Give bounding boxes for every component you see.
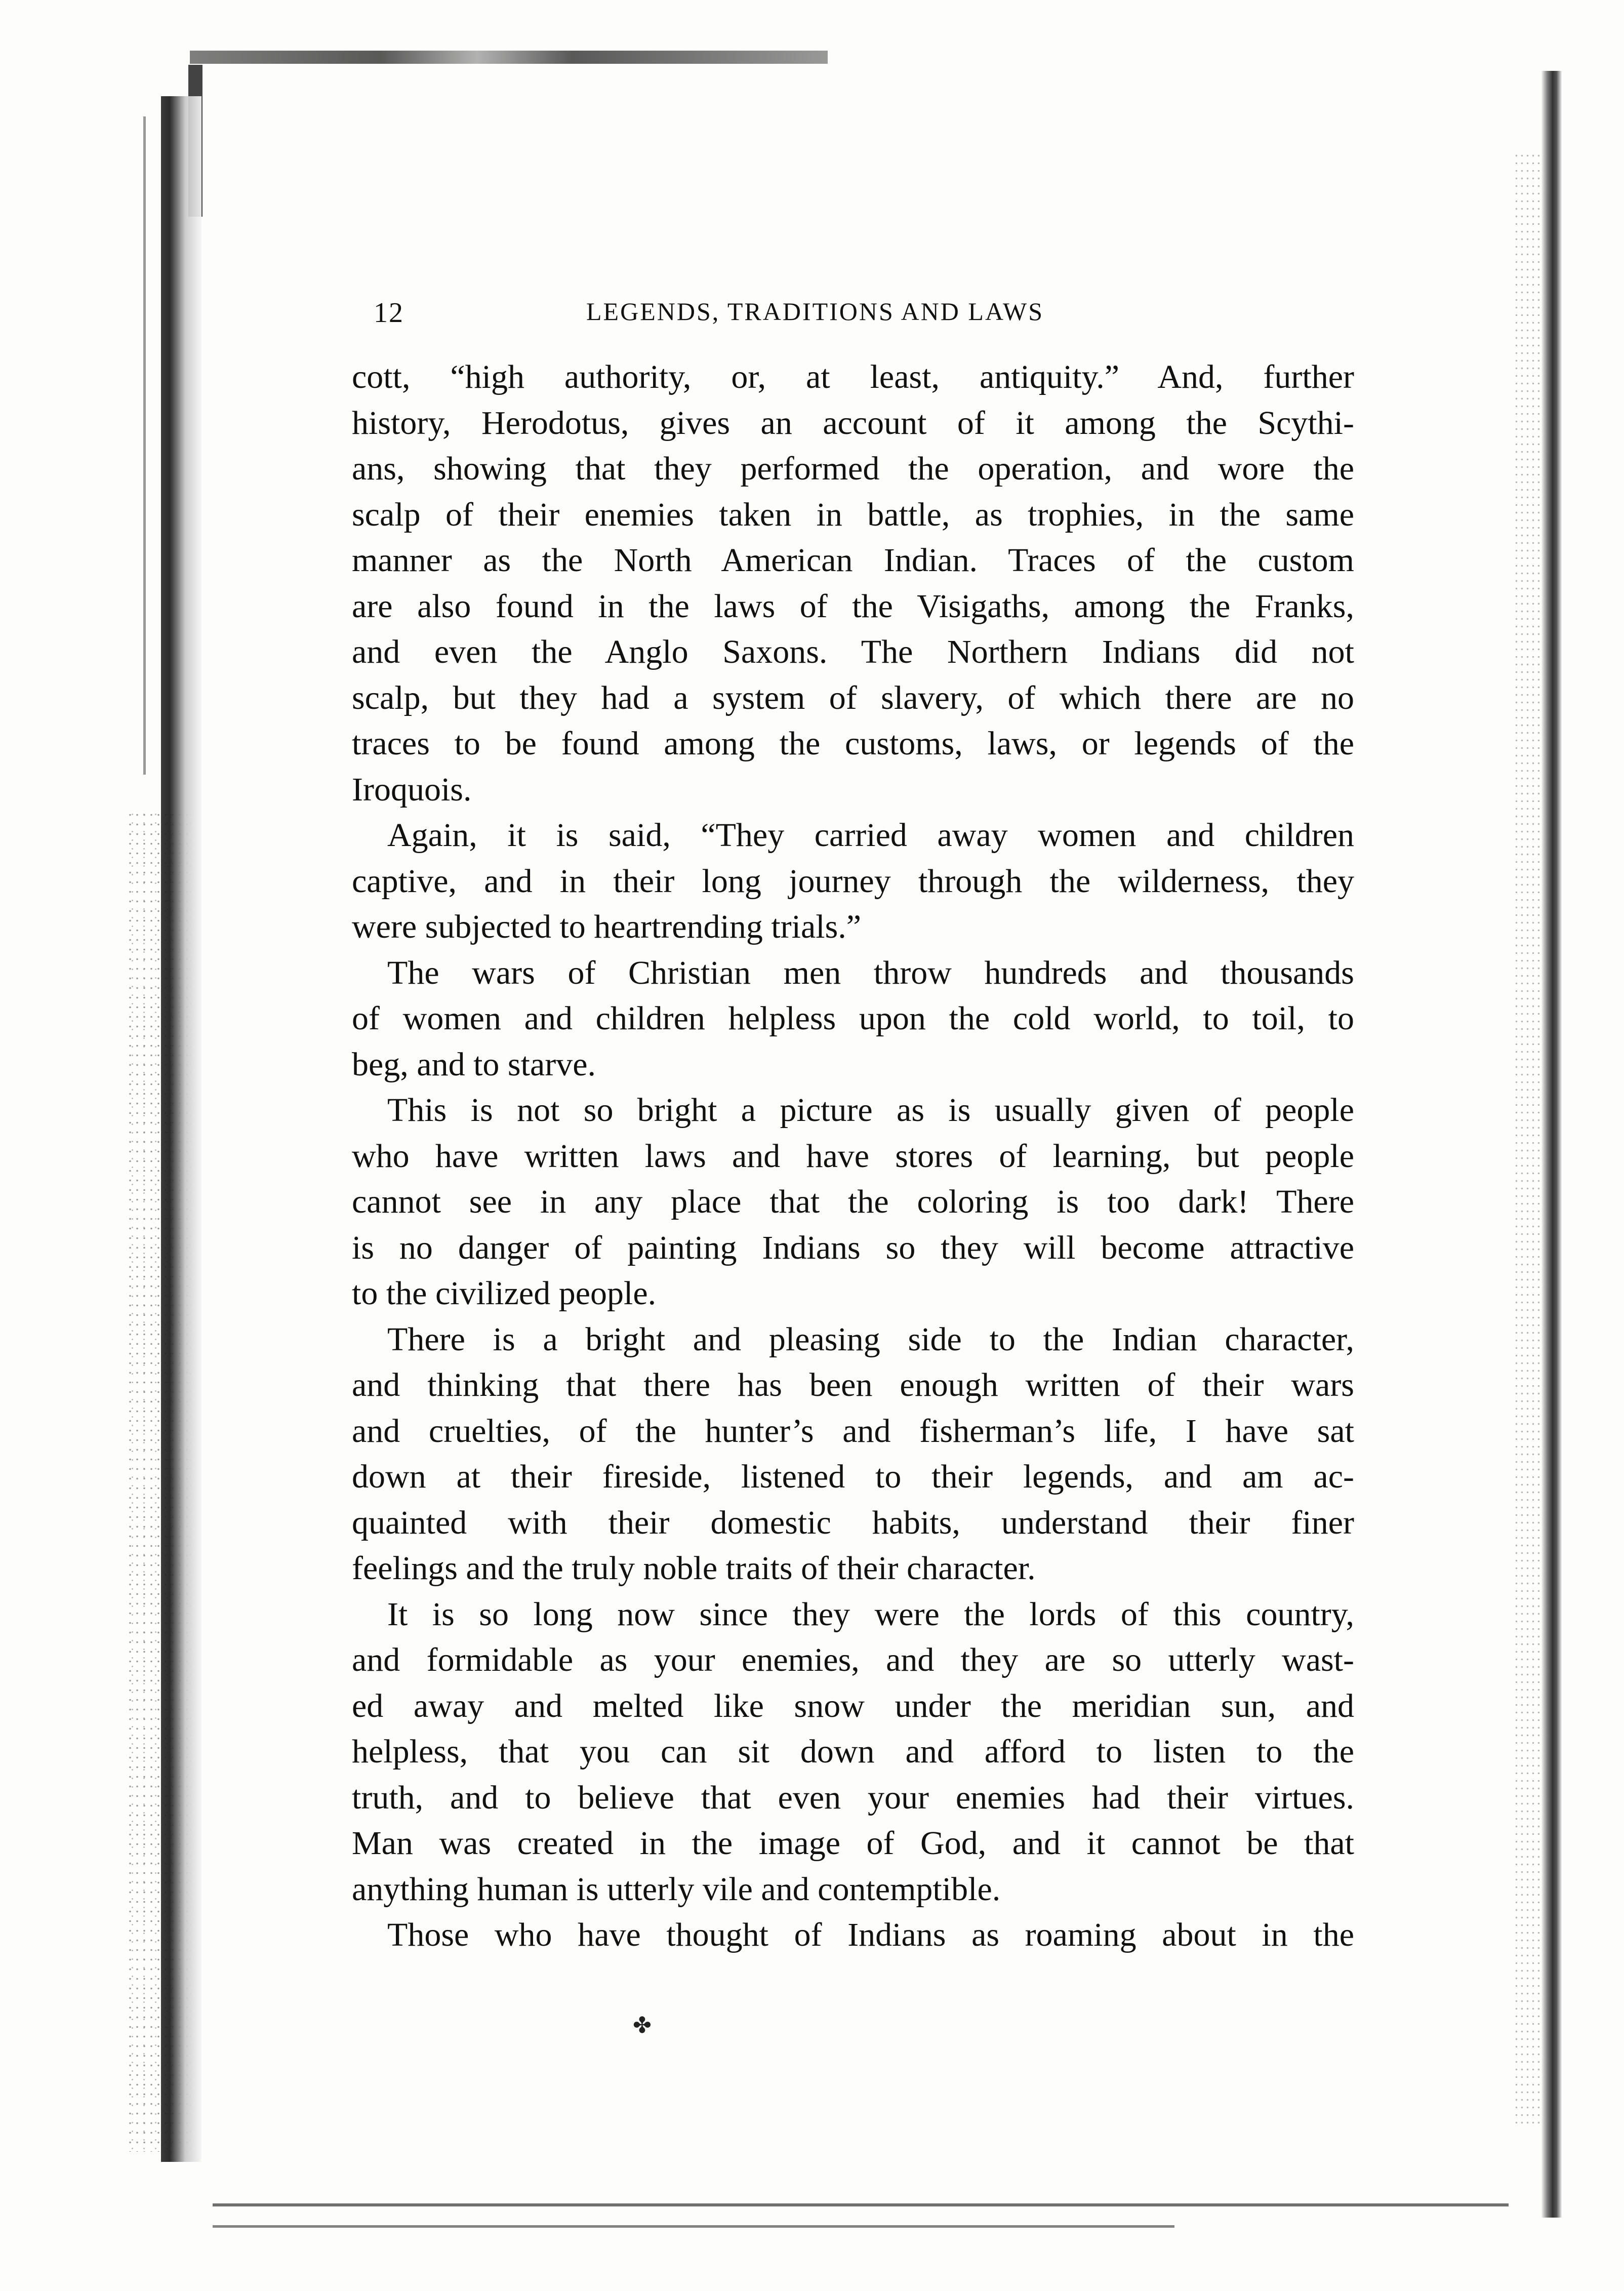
text-line: ed away and melted like snow under the meridian sun, and: [352, 1687, 1354, 1724]
text-line: cannot see in any place that the coloring is too dark! There: [352, 1183, 1354, 1220]
text-line: are also found in the laws of the Visigaths, among the Franks,: [352, 587, 1354, 625]
scan-gutter-line: [143, 116, 146, 775]
running-head: [374, 294, 1163, 334]
text-line: It is so long now since they were the lords of this country,: [387, 1595, 1354, 1633]
text-line: ans, showing that they performed the operation, and wore the: [352, 450, 1354, 487]
text-line: and cruelties, of the hunter’s and fisherman’s life, I have sat: [352, 1412, 1354, 1450]
ink-blot: ✤: [633, 2013, 652, 2038]
scan-right-speckle: [1514, 152, 1544, 2126]
text-line: Man was created in the image of God, and it cannot be that: [352, 1825, 1354, 1862]
text-line: beg, and to starve.: [352, 1046, 596, 1083]
text-line: The wars of Christian men throw hundreds and thousands: [387, 954, 1354, 991]
text-line: history, Herodotus, gives an account of it among the Scythi-: [352, 404, 1354, 441]
text-line: Those who have thought of Indians as roaming about in the: [387, 1916, 1354, 1953]
text-line: to the civilized people.: [352, 1275, 657, 1312]
text-line: who have written laws and have stores of learning, but people: [352, 1137, 1354, 1175]
page-number: 12: [374, 297, 404, 329]
text-line: truth, and to believe that even your enemies had their virtues.: [352, 1779, 1354, 1816]
scan-left-edge: [161, 96, 201, 2162]
text-line: and even the Anglo Saxons. The Northern Indians did not: [352, 633, 1354, 670]
text-line: quainted with their domestic habits, understand their finer: [352, 1504, 1354, 1541]
text-line: scalp of their enemies taken in battle, as trophies, in the same: [352, 496, 1354, 533]
running-head-title: LEGENDS, TRADITIONS AND LAWS: [586, 297, 1044, 326]
text-line: were subjected to heartrending trials.”: [352, 908, 862, 945]
text-line: Again, it is said, “They carried away women and children: [387, 817, 1354, 854]
text-line: anything human is utterly vile and contemptible.: [352, 1870, 1001, 1908]
text-line: is no danger of painting Indians so they will become attractive: [352, 1229, 1354, 1266]
text-line: of women and children helpless upon the cold world, to toil, to: [352, 1000, 1354, 1037]
text-line: down at their fireside, listened to their legends, and am ac-: [352, 1458, 1354, 1495]
text-line: There is a bright and pleasing side to the Indian character,: [387, 1320, 1354, 1358]
text-line: Iroquois.: [352, 771, 472, 808]
text-line: manner as the North American Indian. Traces of the custom: [352, 542, 1354, 579]
scan-top-edge: [190, 51, 828, 64]
body-text: [352, 354, 1354, 1958]
text-line: traces to be found among the customs, laws, or legends of the: [352, 725, 1354, 762]
scan-right-edge: [1541, 71, 1562, 2218]
text-line: and thinking that there has been enough written of their wars: [352, 1366, 1354, 1403]
text-line: captive, and in their long journey through the wilderness, they: [352, 862, 1354, 900]
scan-bottom-edge: [213, 2203, 1509, 2206]
text-line: This is not so bright a picture as is usually given of people: [387, 1092, 1354, 1129]
scan-bottom-edge-2: [213, 2225, 1174, 2228]
text-line: helpless, that you can sit down and afford to listen to the: [352, 1733, 1354, 1770]
text-line: and formidable as your enemies, and they are so utterly wast-: [352, 1641, 1354, 1678]
text-line: cott, “high authority, or, at least, antiquity.” And, further: [352, 358, 1354, 395]
text-line: feelings and the truly noble traits of their character.: [352, 1550, 1036, 1587]
text-line: scalp, but they had a system of slavery, of which there are no: [352, 679, 1354, 716]
